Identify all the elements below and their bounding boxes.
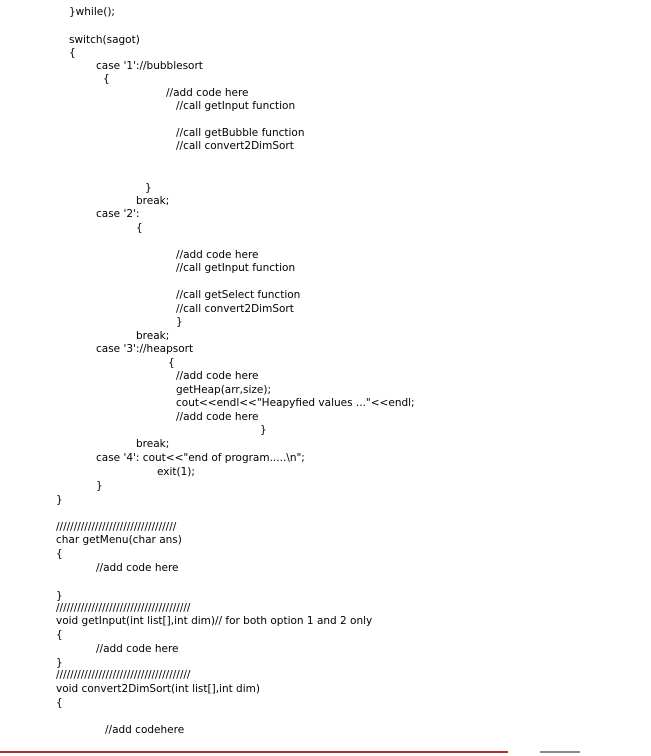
- code-line: void convert2DimSort(int list[],int dim): [56, 683, 260, 695]
- code-line: //call getSelect function: [176, 289, 301, 301]
- code-line: case '2':: [96, 208, 140, 220]
- footer-rule-right: [540, 751, 580, 753]
- code-line: //call getBubble function: [176, 127, 305, 139]
- code-line: {: [56, 548, 63, 560]
- code-line: }while();: [69, 6, 115, 18]
- code-line: {: [56, 629, 63, 641]
- code-line: //add code here: [96, 562, 179, 574]
- code-line: //add codehere: [105, 724, 185, 736]
- code-line: //////////////////////////////////: [56, 521, 177, 533]
- code-line: }: [96, 480, 103, 492]
- code-line: {: [56, 697, 63, 709]
- code-line: switch(sagot): [69, 34, 140, 46]
- code-line: getHeap(arr,size);: [176, 384, 272, 396]
- code-line: //////////////////////////////////////: [56, 669, 191, 681]
- code-line: }: [56, 590, 63, 602]
- code-line: break;: [136, 330, 170, 342]
- code-line: }: [176, 316, 183, 328]
- code-line: break;: [136, 438, 170, 450]
- code-line: {: [168, 357, 175, 369]
- code-line: //call convert2DimSort: [176, 140, 294, 152]
- code-line: }: [56, 657, 63, 669]
- code-line: {: [103, 73, 110, 85]
- code-line: break;: [136, 195, 170, 207]
- code-line: //add code here: [176, 411, 259, 423]
- code-line: }: [145, 182, 152, 194]
- code-line: //add code here: [176, 249, 259, 261]
- code-line: case '3'://heapsort: [96, 343, 194, 355]
- code-line: //add code here: [166, 87, 249, 99]
- code-line: case '1'://bubblesort: [96, 60, 203, 72]
- code-line: case '4': cout<<"end of program.....\n";: [96, 452, 305, 464]
- code-line: //call getInput function: [176, 100, 296, 112]
- code-line: exit(1);: [157, 466, 195, 478]
- code-line: cout<<endl<<"Heapyfied values ..."<<endl;: [176, 397, 415, 409]
- code-line: //add code here: [176, 370, 259, 382]
- code-line: //call getInput function: [176, 262, 296, 274]
- code-line: }: [56, 494, 63, 506]
- code-line: //add code here: [96, 643, 179, 655]
- code-line: char getMenu(char ans): [56, 534, 182, 546]
- code-line: }: [260, 424, 267, 436]
- code-line: //call convert2DimSort: [176, 303, 294, 315]
- code-line: void getInput(int list[],int dim)// for both option 1 and 2 only: [56, 615, 373, 627]
- code-line: {: [69, 47, 76, 59]
- code-line: //////////////////////////////////////: [56, 602, 191, 614]
- code-line: {: [136, 222, 143, 234]
- footer-rule: [0, 751, 508, 753]
